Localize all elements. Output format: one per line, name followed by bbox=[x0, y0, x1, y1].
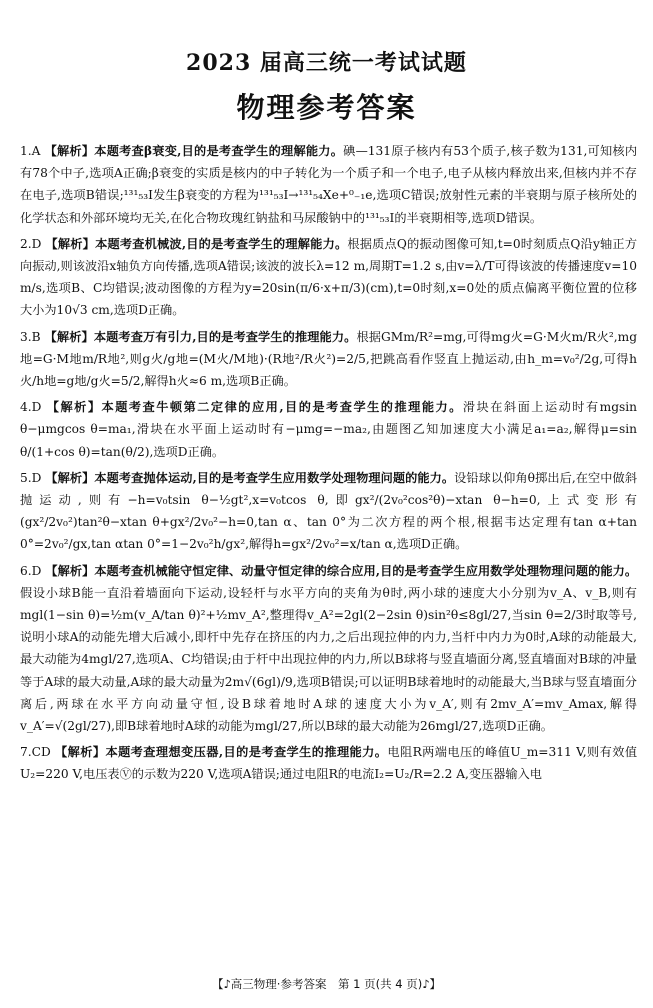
answer-list bbox=[20, 140, 637, 790]
answer-item-3: 3.B 【解析】本题考查万有引力,目的是考查学生的推理能力。根据GMm/R²=mg,可得mg火=G·M火m/R火²,mg地=G·M地m/R地²,则g火/g地=(M火/M地)·(R地²/R火²)=2/5,把跳高看作竖直上抛运动,由h_m=v₀²/2g,可得h火/h地=g地/g火=5/2,解得h火≈6 m,选项B正确。 bbox=[20, 329, 637, 389]
answer-item-4: 4.D 【解析】本题考查牛顿第二定律的应用,目的是考查学生的推理能力。滑块在斜面上运动时有mgsin θ−μmgcos θ=ma₁,滑块在水平面上运动时有−μmg=−ma₂,由题图乙知加速度大小满足a₁=a₂,解得μ=sin θ/(1+cos θ)=tan(θ/2),选项D正确。 bbox=[20, 400, 638, 459]
answer-item-5: 5.D 【解析】本题考查抛体运动,目的是考查学生应用数学处理物理问题的能力。设铅球以仰角θ掷出后,在空中做斜抛运动,则有−h=v₀tsin θ−½gt²,x=v₀tcos θ,即gx²/(2v₀²cos²θ)−xtan θ−h=0,上式变形有(gx²/2v₀²)tan²θ−xtan θ+gx²/2v₀²−h=0,tan α、tan 0°为二次方程的两个根,根据韦达定理有tan α+tan 0°=2v₀²/gx,tan αtan 0°=1−2v₀²h/gx²,解得h=gx²/2v₀²=x/tan α,选项D正确。 bbox=[20, 470, 638, 552]
answer-item-1: 1.A 【解析】本题考查β衰变,目的是考查学生的理解能力。碘—131原子核内有53个质子,核子数为131,可知核内有78个中子,选项A正确;β衰变的实质是核内的中子转化为一个质子和一个电子,电子从核内释放出来,但核内并不存在电子,选项B错误;¹³¹₅₃I发生β衰变的方程为¹³¹₅₃I→¹³¹₅₄Xe+⁰₋₁e,选项C错误;放射性元素的半衰期与原子核所处的化学状态和外部环境均无关,在化合物玫瑰红钠盐和马尿酸钠中的¹³¹₅₃I的半衰期相等,选项D错误。 bbox=[20, 144, 638, 225]
answer-item-2: 2.D 【解析】本题考查机械波,目的是考查学生的理解能力。根据质点Q的振动图像可知,t=0时刻质点Q沿y轴正方向振动,则该波沿x轴负方向传播,选项A错误;该波的波长λ=12 m,周期T=1.2 s,由v=λ/T可得该波的传播速度v=10 m/s,选项B、C均错误;波动图像的方程为y=20sin(π/6·x+π/3)(cm),t=0时刻,x=0处的质点偏离平衡位置的位移大小为10√3 cm,选项D正确。 bbox=[20, 236, 638, 318]
page-footer: 【♪高三物理·参考答案 第 1 页(共 4 页)♪】 bbox=[211, 977, 442, 991]
answer-item-7: 7.CD 【解析】本题考查理想变压器,目的是考查学生的推理能力。电阻R两端电压的峰值U_m=311 V,则有效值U₂=220 V,电压表Ⓥ的示数为220 V,选项A错误;通过电阻R的电流I₂=U₂/R=2.2 A,变压器输入电 bbox=[20, 745, 638, 782]
answer-title: 物理参考答案 bbox=[236, 91, 417, 124]
exam-title: 2023 届高三统一考试试题 bbox=[186, 50, 467, 76]
answer-item-6: 6.D 【解析】本题考查机械能守恒定律、动量守恒定律的综合应用,目的是考查学生应用数学处理物理问题的能力。假设小球B能一直沿着墙面向下运动,设轻杆与水平方向的夹角为θ时,两小球的速度大小分别为v_A、v_B,则有mgl(1−sin θ)=½m(v_A/tan θ)²+½mv_A²,整理得v_A²=2gl(2−2sin θ)sin²θ≤8gl/27,当sin θ=2/3时取等号,说明小球A的动能先增大后减小,即杆中先存在挤压的内力,之后出现拉伸的内力,当杆中内力为0时,A球的动能最大,最大动能为4mgl/27,选项A、C均错误;由于杆中出现拉伸的内力,所以B球将与竖直墙面分离,竖直墙面对B球的冲量等于A球的最大动量,A球的最大动量为2m√(6gl)/9,选项B错误;可以证明B球着地时的动能最大,当B球与竖直墙面分离后,两球在水平方向动量守恒,设B球着地时A球的速度大小为v_A′,则有2mv_A′=mv_Amax,解得v_A′=√(2gl/27),即B球着地时A球的动能为mgl/27,所以B球的最大动能为26mgl/27,选项D正确。 bbox=[20, 563, 638, 734]
